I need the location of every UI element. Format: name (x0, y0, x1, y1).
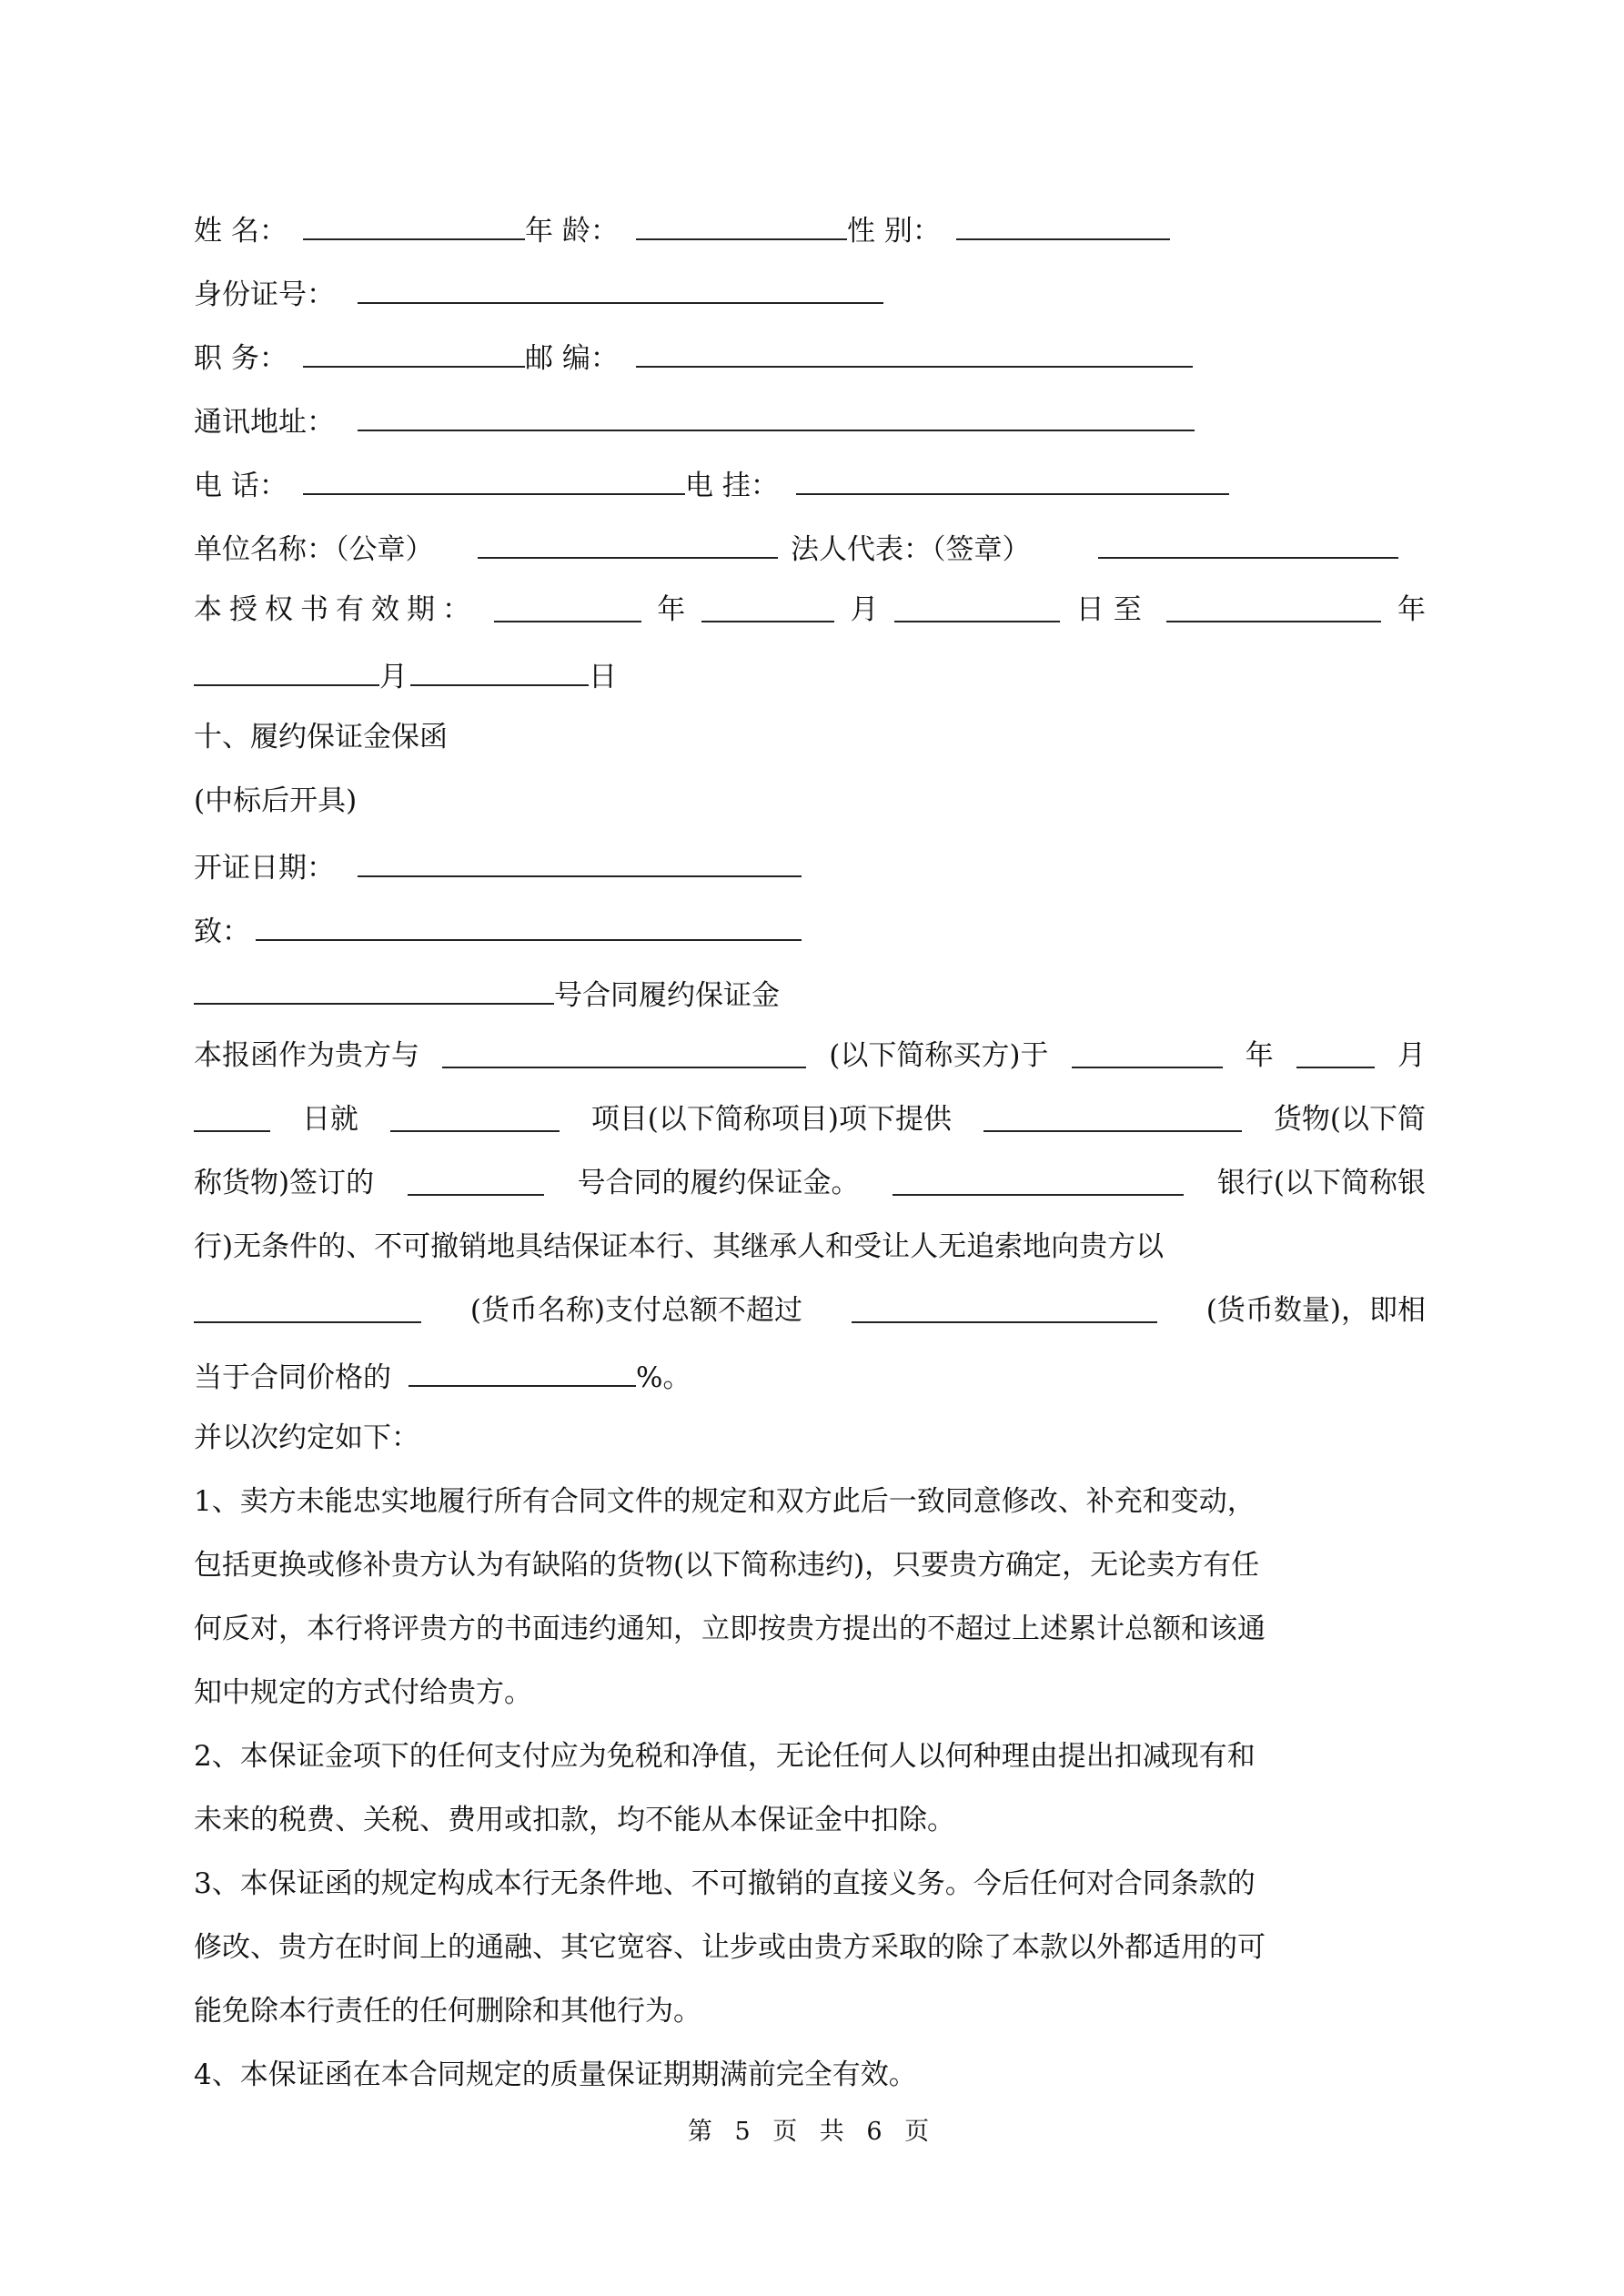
month-field[interactable] (1296, 1036, 1375, 1068)
validity-start-month-field[interactable] (701, 590, 834, 622)
postcode-field[interactable] (636, 335, 1193, 368)
currency-name-field[interactable] (194, 1290, 421, 1323)
personal-info-row (194, 207, 1170, 248)
address-field[interactable] (358, 399, 1195, 431)
body-text: 货物(以下简 (1273, 1103, 1426, 1136)
section-subtitle: (中标后开具) (194, 784, 358, 817)
contract-number-row (194, 972, 780, 1012)
body-text: %。 (636, 1361, 691, 1394)
clause-4-line-1: 4、本保证函在本合同规定的质量保证期期满前完全有效。 (194, 2058, 917, 2091)
signature-row (194, 526, 1398, 566)
body-text: 月 (1397, 1039, 1426, 1072)
legal-rep-label: 法人代表：（签章） (791, 533, 1031, 566)
phone-field[interactable] (303, 462, 685, 495)
agreement-intro: 并以次约定如下： (194, 1421, 419, 1454)
to-label: 致： (194, 915, 250, 948)
validity-row (194, 590, 1426, 630)
to-field[interactable] (256, 908, 802, 941)
day-label: 日 (589, 661, 617, 693)
clause-1-line-2: 包括更换或修补贵方认为有缺陷的货物(以下简称违约)，只要贵方确定，无论卖方有任 (194, 1549, 1260, 1582)
bank-field[interactable] (893, 1163, 1184, 1196)
year-field[interactable] (1072, 1036, 1223, 1068)
issue-date-row (194, 845, 802, 885)
body-text: (货币数量)，即相 (1205, 1294, 1426, 1327)
gender-label: 性 别： (847, 215, 941, 248)
clause-1-line-1: 1、卖方未能忠实地履行所有合同文件的规定和双方此后一致同意修改、补充和变动， (194, 1485, 1256, 1518)
validity-end-day-field[interactable] (410, 653, 589, 686)
clause-3-line-1: 3、本保证函的规定构成本行无条件地、不可撤销的直接义务。今后任何对合同条款的 (194, 1867, 1256, 1900)
day-to-label: 日至 (1075, 593, 1151, 626)
issue-date-label: 开证日期： (194, 852, 335, 885)
position-label: 职 务： (194, 342, 287, 375)
month-label-2: 月 (379, 661, 408, 693)
validity-label: 本授权书有效期： (194, 593, 478, 626)
contract-no-field[interactable] (408, 1163, 544, 1196)
body-text: 银行(以下简称银 (1216, 1167, 1426, 1199)
goods-field[interactable] (983, 1099, 1242, 1132)
body-text: 当于合同价格的 (194, 1361, 391, 1394)
body-line-3 (194, 1163, 1426, 1203)
body-line-2 (194, 1099, 1426, 1139)
id-field[interactable] (358, 271, 883, 304)
address-label: 通讯地址： (194, 406, 335, 439)
position-field[interactable] (303, 335, 525, 368)
year-label-2: 年 (1397, 593, 1426, 626)
validity-start-year-field[interactable] (494, 590, 641, 622)
to-row (194, 908, 802, 948)
clause-3-line-2: 修改、贵方在时间上的通融、其它宽容、让步或由贵方采取的除了本款以外都适用的可 (194, 1931, 1266, 1964)
fax-field[interactable] (796, 462, 1229, 495)
body-line-6 (194, 1354, 691, 1394)
validity-row-2 (194, 653, 617, 693)
issue-date-field[interactable] (358, 845, 802, 877)
body-text: (货币名称)支付总额不超过 (469, 1294, 803, 1327)
clause-2-line-1: 2、本保证金项下的任何支付应为免税和净值，无论任何人以何种理由提出扣减现有和 (194, 1740, 1256, 1773)
phone-label: 电 话： (194, 470, 287, 502)
percentage-field[interactable] (409, 1354, 636, 1387)
contract-suffix: 号合同履约保证金 (554, 979, 780, 1012)
unit-seal-field[interactable] (478, 526, 778, 559)
name-label: 姓 名： (194, 215, 287, 248)
validity-start-day-field[interactable] (894, 590, 1060, 622)
buyer-field[interactable] (442, 1036, 806, 1068)
body-text: 本报函作为贵方与 (194, 1039, 419, 1072)
body-text: 日就 (301, 1103, 358, 1136)
body-text: 项目(以下简称项目)项下提供 (590, 1103, 952, 1136)
address-row (194, 399, 1195, 439)
body-line-4: 行)无条件的、不可撤销地具结保证本行、其继承人和受让人无追索地向贵方以 (194, 1230, 1165, 1263)
clause-3-line-3: 能免除本行责任的任何删除和其他行为。 (194, 1995, 701, 2028)
body-text: 号合同的履约保证金。 (577, 1167, 860, 1199)
section-title: 十、履约保证金保函 (194, 721, 448, 754)
body-text: 年 (1245, 1039, 1274, 1072)
age-field[interactable] (636, 207, 847, 240)
id-row (194, 271, 883, 311)
validity-end-month-field[interactable] (194, 653, 379, 686)
fax-label: 电 挂： (685, 470, 779, 502)
gender-field[interactable] (956, 207, 1170, 240)
contract-number-field[interactable] (194, 972, 554, 1005)
body-line-5 (194, 1290, 1426, 1330)
page-number: 第 5 页 共 6 页 (687, 2118, 937, 2146)
body-line-1 (194, 1036, 1426, 1076)
clause-2-line-2: 未来的税费、关税、费用或扣款，均不能从本保证金中扣除。 (194, 1804, 955, 1836)
body-text: (以下简称买方)于 (829, 1039, 1049, 1072)
body-text: 称货物)签订的 (194, 1167, 375, 1199)
postcode-label: 邮 编： (525, 342, 619, 375)
day-field[interactable] (194, 1099, 270, 1132)
validity-end-year-field[interactable] (1166, 590, 1381, 622)
name-field[interactable] (303, 207, 525, 240)
project-field[interactable] (390, 1099, 560, 1132)
position-row (194, 335, 1193, 375)
clause-1-line-4: 知中规定的方式付给贵方。 (194, 1676, 532, 1709)
clause-1-line-3: 何反对，本行将评贵方的书面违约通知，立即按贵方提出的不超过上述累计总额和该通 (194, 1613, 1266, 1645)
legal-rep-signature-field[interactable] (1098, 526, 1398, 559)
phone-row (194, 462, 1229, 502)
month-label: 月 (850, 593, 879, 626)
id-label: 身份证号： (194, 278, 335, 311)
unit-label: 单位名称：（公章） (194, 533, 434, 566)
year-label: 年 (657, 593, 686, 626)
currency-amount-field[interactable] (852, 1290, 1157, 1323)
age-label: 年 龄： (525, 215, 619, 248)
